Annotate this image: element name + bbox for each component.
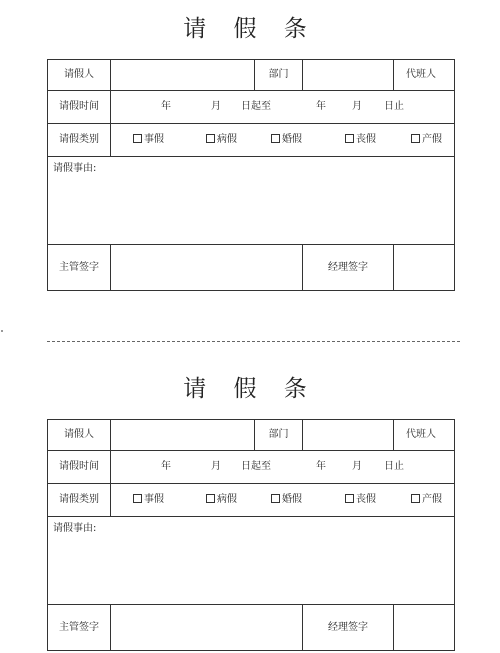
- category-option-hunjia[interactable]: 婚假: [271, 134, 302, 146]
- substitute-field-edge: [448, 419, 455, 451]
- category-option-sangjia[interactable]: 丧假: [345, 494, 376, 506]
- checkbox-icon[interactable]: [206, 494, 215, 503]
- time-month-end: 月: [352, 461, 362, 472]
- checkbox-icon[interactable]: [411, 494, 420, 503]
- category-option-chanjia[interactable]: 产假: [411, 494, 442, 506]
- category-label: 请假类别: [47, 483, 111, 517]
- name-field[interactable]: [110, 419, 255, 451]
- checkbox-icon[interactable]: [206, 134, 215, 143]
- category-option-shijia[interactable]: 事假: [133, 134, 164, 146]
- dept-field[interactable]: [302, 419, 394, 451]
- supervisor-label: 主管签字: [47, 244, 111, 291]
- name-field[interactable]: [110, 59, 255, 91]
- checkbox-icon[interactable]: [133, 494, 142, 503]
- substitute-label: 代班人: [393, 59, 449, 91]
- time-day-from: 日起至: [241, 461, 271, 472]
- reason-label: 请假事由:: [53, 523, 97, 534]
- category-option-chanjia[interactable]: 产假: [411, 134, 442, 146]
- checkbox-icon[interactable]: [411, 134, 420, 143]
- dept-label: 部门: [254, 59, 303, 91]
- category-field: [110, 483, 455, 517]
- checkbox-icon[interactable]: [345, 134, 354, 143]
- dept-field[interactable]: [302, 59, 394, 91]
- time-label: 请假时间: [47, 90, 111, 124]
- supervisor-label: 主管签字: [47, 604, 111, 651]
- time-year-start: 年: [161, 461, 171, 472]
- manager-signature-field[interactable]: [393, 244, 455, 291]
- substitute-field-edge: [448, 59, 455, 91]
- manager-label: 经理签字: [302, 604, 394, 651]
- checkbox-icon[interactable]: [271, 494, 280, 503]
- scan-speck: [1, 330, 3, 332]
- name-label: 请假人: [47, 419, 111, 451]
- category-option-sangjia[interactable]: 丧假: [345, 134, 376, 146]
- time-month-start: 月: [211, 461, 221, 472]
- time-day-to: 日止: [384, 461, 404, 472]
- time-field[interactable]: [110, 90, 455, 124]
- time-year-end: 年: [316, 101, 326, 112]
- time-month-end: 月: [352, 101, 362, 112]
- supervisor-signature-field[interactable]: [110, 604, 303, 651]
- reason-field[interactable]: [47, 156, 455, 245]
- cut-line-divider: [47, 341, 460, 342]
- time-label: 请假时间: [47, 450, 111, 484]
- substitute-label: 代班人: [393, 419, 449, 451]
- checkbox-icon[interactable]: [271, 134, 280, 143]
- name-label: 请假人: [47, 59, 111, 91]
- category-option-shijia[interactable]: 事假: [133, 494, 164, 506]
- form-grid: [47, 59, 455, 291]
- category-option-bingjia[interactable]: 病假: [206, 494, 237, 506]
- supervisor-signature-field[interactable]: [110, 244, 303, 291]
- category-option-hunjia[interactable]: 婚假: [271, 494, 302, 506]
- reason-label: 请假事由:: [53, 163, 97, 174]
- time-day-to: 日止: [384, 101, 404, 112]
- checkbox-icon[interactable]: [133, 134, 142, 143]
- time-year-start: 年: [161, 101, 171, 112]
- category-option-bingjia[interactable]: 病假: [206, 134, 237, 146]
- time-year-end: 年: [316, 461, 326, 472]
- category-label: 请假类别: [47, 123, 111, 157]
- time-field[interactable]: [110, 450, 455, 484]
- form-title: 请 假 条: [183, 376, 317, 402]
- time-day-from: 日起至: [241, 101, 271, 112]
- manager-label: 经理签字: [302, 244, 394, 291]
- category-field: [110, 123, 455, 157]
- time-month-start: 月: [211, 101, 221, 112]
- form-title: 请 假 条: [183, 16, 317, 42]
- form-grid: [47, 419, 455, 651]
- reason-field[interactable]: [47, 516, 455, 605]
- manager-signature-field[interactable]: [393, 604, 455, 651]
- checkbox-icon[interactable]: [345, 494, 354, 503]
- dept-label: 部门: [254, 419, 303, 451]
